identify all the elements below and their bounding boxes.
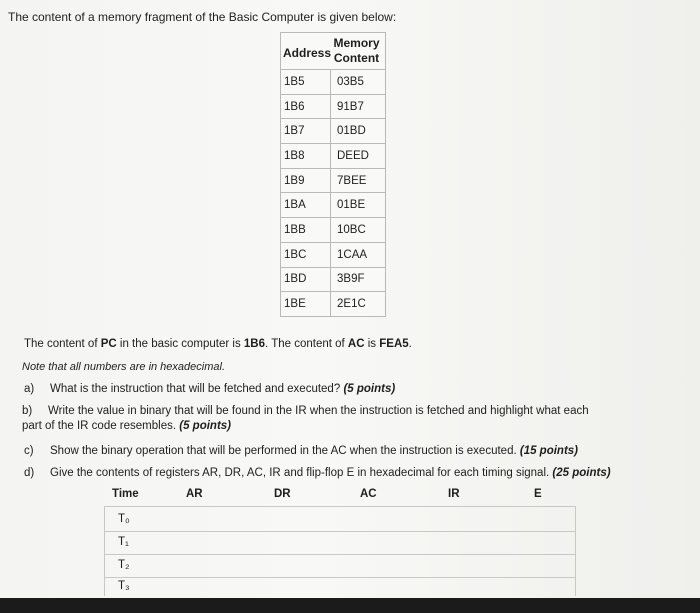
address-cell: 1BC (281, 242, 331, 267)
address-cell: 1B8 (281, 144, 331, 169)
table-divider (104, 506, 576, 507)
hex-note: Note that all numbers are in hexadecimal. (22, 361, 225, 373)
memory-row (281, 119, 386, 144)
address-cell: 1B7 (281, 119, 331, 144)
memory-row (281, 193, 386, 218)
question-b (22, 404, 589, 418)
question-text: Write the value in binary that will be found in the IR when the instruction is fetched and highlight what each (48, 405, 589, 417)
memory-row (281, 267, 386, 292)
question-text: Give the contents of registers AR, DR, AC, IR and flip-flop E in hexadecimal for each timing signal. (50, 467, 550, 479)
content-cell: 01BD (331, 119, 386, 144)
question-points: (5 points) (343, 383, 396, 395)
ac-label: AC (347, 338, 365, 350)
ir-header: IR (448, 488, 460, 500)
question-a (24, 382, 395, 396)
question-label: b) (22, 405, 33, 417)
question-text-continued: part of the IR code resembles. (22, 420, 177, 432)
pc-text-1: The content of (24, 338, 101, 350)
question-b-continued (22, 419, 231, 433)
table-divider (104, 531, 576, 532)
table-divider (104, 554, 576, 555)
time-header: Time (112, 488, 139, 500)
address-cell: 1B5 (281, 70, 331, 95)
pc-value: 1B6 (243, 338, 266, 350)
table-divider (104, 577, 576, 578)
memory-table-header-cell (281, 33, 386, 70)
address-cell: 1B9 (281, 168, 331, 193)
question-text: What is the instruction that will be fetched and executed? (50, 383, 341, 395)
time-cell: T₃ (118, 580, 130, 592)
question-c (24, 444, 578, 458)
question-points: (15 points) (519, 445, 578, 457)
content-cell: 3B9F (331, 267, 386, 292)
memory-row (281, 70, 386, 95)
pc-text-4: is (364, 338, 380, 350)
memory-row (281, 168, 386, 193)
question-points: (25 points) (552, 467, 611, 479)
question-label: c) (24, 445, 34, 457)
content-header: Content (333, 51, 380, 65)
content-cell: 7BEE (331, 168, 386, 193)
memory-row (281, 218, 386, 243)
address-cell: 1BB (281, 218, 331, 243)
content-cell: 2E1C (331, 292, 386, 317)
ac-value: FEA5 (379, 338, 409, 350)
ar-header: AR (186, 488, 203, 500)
address-cell: 1BD (281, 267, 331, 292)
dr-header: DR (274, 488, 291, 500)
question-d (24, 466, 611, 480)
e-header: E (534, 488, 542, 500)
intro-text: The content of a memory fragment of the Basic Computer is given below: (8, 10, 397, 24)
time-cell: T₀ (118, 513, 130, 525)
memory-row (281, 94, 386, 119)
pc-text-5: . (408, 338, 412, 350)
content-cell: DEED (331, 144, 386, 169)
time-cell: T₁ (118, 536, 129, 548)
pc-text-2: in the basic computer is (116, 338, 244, 350)
question-points: (5 points) (179, 420, 232, 432)
memory-table-header (281, 33, 386, 70)
content-cell: 91B7 (331, 94, 386, 119)
pc-text-3: . The content of (265, 338, 348, 350)
memory-row (281, 292, 386, 317)
content-cell: 1CAA (331, 242, 386, 267)
question-label: d) (24, 467, 35, 479)
memory-row (281, 144, 386, 169)
question-text: Show the binary operation that will be performed in the AC when the instruction is executed. (50, 445, 517, 457)
memory-row (281, 242, 386, 267)
content-cell: 01BE (331, 193, 386, 218)
address-cell: 1B6 (281, 94, 331, 119)
address-header: Address (283, 46, 332, 60)
content-cell: 03B5 (331, 70, 386, 95)
time-cell: T₂ (118, 559, 130, 571)
ac-header: AC (360, 488, 377, 500)
content-cell: 10BC (331, 218, 386, 243)
pc-ac-statement (24, 337, 412, 351)
address-cell: 1BA (281, 193, 331, 218)
timing-table (104, 484, 576, 596)
table-left-border (104, 506, 105, 596)
memory-header: Memory (333, 36, 380, 50)
address-cell: 1BE (281, 292, 331, 317)
table-right-border (575, 506, 576, 596)
memory-table (280, 32, 386, 317)
pc-label: PC (100, 338, 117, 350)
bottom-bar (0, 598, 700, 613)
question-label: a) (24, 383, 35, 395)
